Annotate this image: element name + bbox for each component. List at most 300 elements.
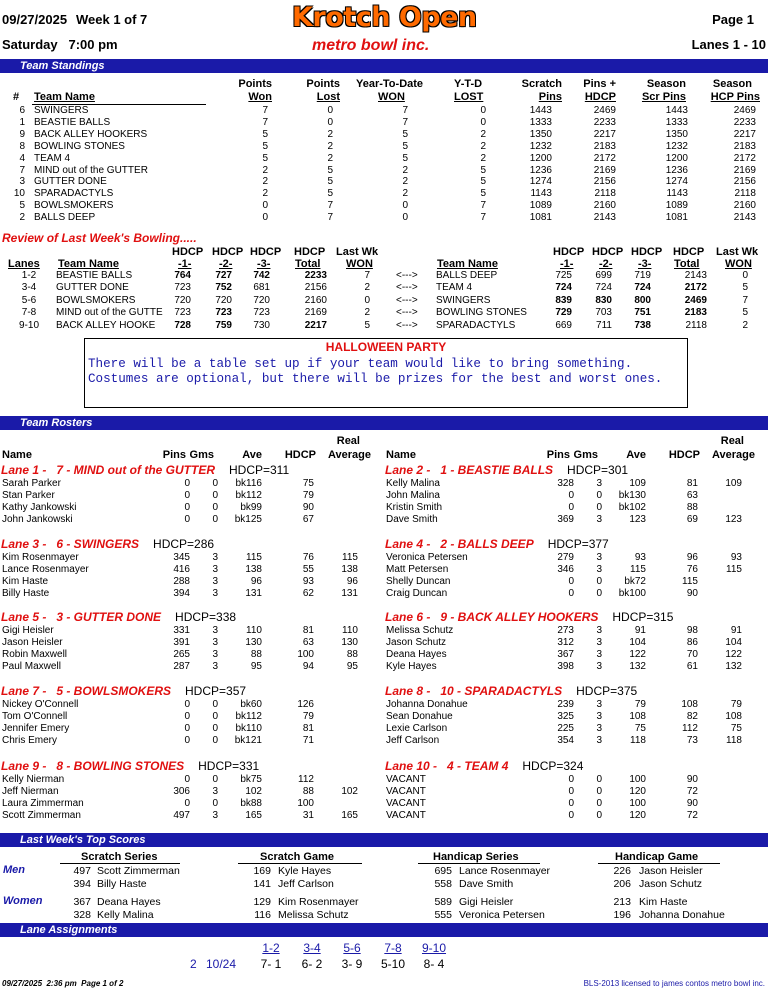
player-name: Jeff Nierman bbox=[2, 786, 59, 798]
top-score-hgn: Johanna Donahue bbox=[639, 908, 725, 921]
roster-lane-header bbox=[385, 759, 583, 773]
player-hdcp: 126 bbox=[297, 699, 314, 710]
top-score-hsn: Lance Rosenmayer bbox=[459, 865, 551, 877]
player-games: 0 bbox=[212, 711, 218, 723]
player-pins: 306 bbox=[173, 786, 190, 798]
standings-won: 5 bbox=[262, 128, 268, 140]
player-name: Kathy Jankowski bbox=[2, 502, 77, 514]
player-pins: 225 bbox=[557, 723, 574, 735]
roster-hdr-real-2: Average bbox=[711, 449, 755, 461]
footer-printed: 09/27/2025 2:36 pm Page 1 of 2 bbox=[2, 979, 124, 988]
player-games: 0 bbox=[596, 810, 602, 822]
player-hdcp: 55 bbox=[302, 564, 314, 576]
player-pins: 0 bbox=[184, 711, 190, 723]
player-name: John Malina bbox=[386, 490, 440, 502]
player-games: 0 bbox=[212, 478, 218, 489]
review-b-g2: 830 bbox=[595, 294, 612, 306]
standings-scratch: 1089 bbox=[529, 200, 552, 212]
standings-ytd-won: 2 bbox=[402, 176, 408, 188]
player-pins: 345 bbox=[173, 552, 190, 563]
standings-lost: 0 bbox=[327, 116, 333, 128]
player-name: Paul Maxwell bbox=[2, 661, 61, 673]
player-pins: 328 bbox=[557, 478, 574, 489]
hdr-ytd-won-2: WON bbox=[378, 91, 405, 103]
standings-won: 7 bbox=[262, 105, 268, 116]
player-pins: 265 bbox=[173, 649, 190, 661]
top-score-hg: 196 bbox=[613, 908, 631, 921]
player-games: 3 bbox=[596, 637, 602, 649]
review-a-won: 2 bbox=[364, 282, 370, 294]
roster-player-row bbox=[0, 810, 768, 822]
player-average: 132 bbox=[629, 661, 646, 673]
player-name: Nickey O'Connell bbox=[2, 699, 79, 710]
standings-num: 4 bbox=[19, 152, 25, 164]
player-games: 3 bbox=[212, 564, 218, 576]
player-average: 104 bbox=[629, 637, 646, 649]
standings-won: 2 bbox=[262, 176, 268, 188]
review-a-team: BACK ALLEY HOOKE bbox=[56, 319, 156, 331]
player-average: bk121 bbox=[234, 735, 262, 747]
player-games: 0 bbox=[212, 514, 218, 526]
player-pins: 0 bbox=[568, 774, 574, 785]
player-name: Craig Duncan bbox=[386, 588, 448, 600]
roster-player-row bbox=[0, 774, 768, 786]
standings-won: 2 bbox=[262, 188, 268, 200]
lane-team-label: Lane 6 - 9 - BACK ALLEY HOOKERS bbox=[385, 610, 599, 624]
standings-pins-hdcp: 2183 bbox=[593, 140, 616, 152]
ts-rule-4 bbox=[598, 863, 720, 864]
hdr-pins-hdcp-2: HDCP bbox=[584, 91, 616, 103]
standings-header-row-2 bbox=[0, 91, 768, 103]
player-real-average: 165 bbox=[341, 810, 358, 822]
player-hdcp: 81 bbox=[302, 723, 314, 735]
review-a-g2: 723 bbox=[215, 307, 232, 319]
player-games: 3 bbox=[596, 514, 602, 526]
review-b-total: 2183 bbox=[684, 307, 707, 319]
standings-won: 0 bbox=[262, 212, 268, 224]
roster-player-row bbox=[0, 735, 768, 747]
review-row bbox=[0, 320, 768, 332]
standings-scratch: 1350 bbox=[529, 128, 552, 140]
top-score-ssn: Billy Haste bbox=[97, 877, 147, 890]
player-name: Lance Rosenmayer bbox=[2, 564, 89, 576]
assign-matchup: 8- 4 bbox=[423, 957, 445, 971]
rv-hdr-g1-b: -1- bbox=[560, 258, 574, 270]
player-games: 0 bbox=[212, 798, 218, 810]
standings-ytd-won: 5 bbox=[402, 128, 408, 140]
standings-season-hcp: 2469 bbox=[733, 105, 756, 116]
standings-ytd-won: 7 bbox=[402, 105, 408, 116]
review-a-g1: 723 bbox=[174, 307, 191, 319]
player-average: bk99 bbox=[240, 502, 262, 514]
player-average: 91 bbox=[634, 625, 646, 636]
top-scores-bar bbox=[0, 833, 768, 847]
player-name: VACANT bbox=[386, 810, 426, 822]
top-score-hs: 555 bbox=[434, 908, 452, 921]
player-name: Melissa Schutz bbox=[386, 625, 454, 636]
top-score-sg: 169 bbox=[253, 865, 271, 877]
player-average: 109 bbox=[629, 478, 646, 489]
player-average: 96 bbox=[250, 576, 262, 588]
standings-pins-hdcp: 2143 bbox=[593, 212, 616, 224]
lane-team-label: Lane 10 - 4 - TEAM 4 bbox=[385, 759, 509, 773]
player-real-average: 75 bbox=[730, 723, 742, 735]
rv-hdr-total-b: Total bbox=[674, 258, 700, 270]
top-score-sgn: Kyle Hayes bbox=[278, 865, 332, 877]
rv-hdr-lanes: Lanes bbox=[8, 258, 40, 270]
party-message: There will be a table set up if your team would like to bring something. Costumes are optional, but there will be prizes for the best and worst ones. bbox=[88, 357, 663, 386]
lane-team-hdcp: HDCP=331 bbox=[198, 759, 260, 773]
player-real-average: 115 bbox=[342, 552, 358, 563]
roster-hdr-name: Name bbox=[386, 449, 416, 461]
roster-player-row bbox=[0, 514, 768, 526]
player-average: 102 bbox=[245, 786, 262, 798]
player-pins: 0 bbox=[568, 502, 574, 514]
hdr-ytd-lost-1: Y-T-D bbox=[454, 78, 483, 90]
standings-num: 5 bbox=[19, 200, 25, 212]
roster-hdr-gms: Gms bbox=[189, 449, 214, 461]
player-pins: 0 bbox=[184, 478, 190, 489]
lanes-range: Lanes 1 - 10 bbox=[691, 37, 766, 52]
review-a-g2: 759 bbox=[215, 319, 232, 331]
standings-ytd-won: 7 bbox=[402, 116, 408, 128]
standings-ytd-won: 0 bbox=[402, 212, 408, 224]
standings-lost: 5 bbox=[327, 188, 333, 200]
player-pins: 287 bbox=[173, 661, 190, 673]
roster-lane-header bbox=[1, 684, 246, 698]
standings-season-scr: 1200 bbox=[665, 152, 688, 164]
player-real-average: 138 bbox=[341, 564, 358, 576]
player-name: Robin Maxwell bbox=[2, 649, 68, 661]
standings-num: 10 bbox=[13, 188, 25, 200]
player-average: bk110 bbox=[235, 723, 262, 735]
player-real-average: 110 bbox=[342, 625, 358, 636]
lane-team-label: Lane 9 - 8 - BOWLING STONES bbox=[1, 759, 185, 773]
roster-player-row bbox=[0, 552, 768, 564]
assign-date: 10/24 bbox=[206, 957, 237, 971]
roster-hdr-hdcp: HDCP bbox=[668, 449, 700, 461]
roster-player-row bbox=[0, 699, 768, 711]
standings-team: TEAM 4 bbox=[34, 152, 71, 164]
assign-matchup: 5-10 bbox=[380, 957, 406, 971]
roster-player-row bbox=[0, 576, 768, 588]
review-a-g2: 720 bbox=[215, 294, 232, 306]
rv-hdr-g2-a: -2- bbox=[219, 258, 233, 270]
roster-player-row bbox=[0, 637, 768, 649]
roster-lane-header bbox=[1, 537, 214, 551]
top-score-ss: 394 bbox=[73, 877, 91, 890]
player-name: Stan Parker bbox=[2, 490, 55, 502]
player-average: 100 bbox=[629, 798, 646, 810]
player-hdcp: 63 bbox=[686, 490, 698, 502]
player-average: 115 bbox=[630, 564, 646, 576]
standings-team: GUTTER DONE bbox=[34, 176, 107, 188]
player-pins: 0 bbox=[184, 514, 190, 526]
player-games: 0 bbox=[596, 576, 602, 588]
player-hdcp: 82 bbox=[686, 711, 698, 723]
roster-player-row bbox=[0, 798, 768, 810]
rv-hdr-team-a: Team Name bbox=[58, 258, 119, 270]
rv-hdr-hdcp-a3: HDCP bbox=[250, 246, 282, 258]
standings-lost: 7 bbox=[327, 200, 333, 212]
player-pins: 354 bbox=[557, 735, 574, 747]
standings-season-hcp: 2118 bbox=[734, 188, 756, 200]
review-a-g3: 720 bbox=[253, 294, 270, 306]
player-real-average: 108 bbox=[725, 711, 742, 723]
footer-license: BLS-2013 licensed to james contos metro bowl inc. bbox=[583, 979, 765, 988]
player-games: 0 bbox=[212, 502, 218, 514]
review-arrow: <---> bbox=[396, 307, 418, 319]
standings-ytd-lost: 5 bbox=[480, 188, 486, 200]
ts-hdr-scratch-series: Scratch Series bbox=[81, 851, 158, 863]
standings-num: 3 bbox=[19, 176, 25, 188]
top-score-row bbox=[0, 865, 768, 877]
rv-hdr-team-b: Team Name bbox=[437, 258, 498, 270]
hdr-ytd-lost-2: LOST bbox=[454, 91, 484, 103]
player-hdcp: 100 bbox=[297, 798, 314, 810]
standings-season-hcp: 2156 bbox=[733, 176, 756, 188]
top-scores-heading: Last Week's Top Scores bbox=[20, 834, 146, 846]
roster-hdr-pins: Pins bbox=[162, 449, 186, 461]
standings-num: 8 bbox=[19, 140, 25, 152]
assign-lane-pair: 5-6 bbox=[343, 941, 361, 955]
player-games: 3 bbox=[596, 552, 602, 563]
player-average: bk100 bbox=[618, 588, 646, 600]
standings-ytd-lost: 2 bbox=[480, 152, 486, 164]
standings-team: SPARADACTYLS bbox=[34, 188, 114, 200]
player-pins: 239 bbox=[557, 699, 574, 710]
player-games: 3 bbox=[212, 625, 218, 636]
review-a-won: 2 bbox=[364, 307, 370, 319]
player-name: Dave Smith bbox=[386, 514, 438, 526]
player-average: bk112 bbox=[235, 711, 262, 723]
player-name: Sean Donahue bbox=[386, 711, 453, 723]
lane-team-hdcp: HDCP=324 bbox=[522, 759, 584, 773]
player-average: 130 bbox=[245, 637, 262, 649]
lane-team-hdcp: HDCP=301 bbox=[567, 463, 629, 477]
rv-hdr-hdcp-b1: HDCP bbox=[553, 246, 585, 258]
ts-rule-3 bbox=[418, 863, 540, 864]
player-pins: 0 bbox=[184, 502, 190, 514]
player-real-average: 93 bbox=[730, 552, 742, 563]
player-name: John Jankowski bbox=[2, 514, 73, 526]
review-a-won: 0 bbox=[364, 294, 370, 306]
player-games: 0 bbox=[596, 798, 602, 810]
standings-team: SWINGERS bbox=[34, 105, 89, 116]
assign-lane-pair: 9-10 bbox=[421, 941, 447, 955]
rv-hdr-hdcp-b3: HDCP bbox=[631, 246, 663, 258]
player-average: 138 bbox=[245, 564, 262, 576]
roster-header-row-2 bbox=[0, 449, 768, 461]
standings-lost: 7 bbox=[327, 212, 333, 224]
standings-season-hcp: 2233 bbox=[733, 116, 756, 128]
standings-season-hcp: 2169 bbox=[733, 164, 756, 176]
assign-lane-pair: 1-2 bbox=[262, 941, 280, 955]
player-pins: 369 bbox=[557, 514, 574, 526]
standings-ytd-lost: 5 bbox=[480, 164, 486, 176]
top-score-hs: 558 bbox=[434, 877, 452, 890]
top-score-sg: 129 bbox=[253, 896, 271, 908]
player-hdcp: 108 bbox=[681, 699, 698, 710]
roster-lane-header bbox=[1, 463, 289, 477]
player-hdcp: 72 bbox=[686, 810, 698, 822]
player-hdcp: 88 bbox=[302, 786, 314, 798]
player-name: Tom O'Connell bbox=[2, 711, 68, 723]
player-hdcp: 96 bbox=[686, 552, 698, 563]
player-pins: 0 bbox=[568, 576, 574, 588]
player-real-average: 104 bbox=[725, 637, 742, 649]
player-pins: 273 bbox=[557, 625, 574, 636]
lane-assignments-bar bbox=[0, 923, 768, 937]
player-average: bk116 bbox=[235, 478, 262, 489]
player-hdcp: 67 bbox=[302, 514, 314, 526]
roster-hdr-gms: Gms bbox=[573, 449, 598, 461]
player-hdcp: 90 bbox=[686, 774, 698, 785]
review-row bbox=[0, 270, 768, 282]
hdr-scratch-1: Scratch bbox=[521, 78, 562, 90]
standings-season-scr: 1350 bbox=[665, 128, 688, 140]
player-real-average: 131 bbox=[341, 588, 358, 600]
standings-pins-hdcp: 2233 bbox=[593, 116, 616, 128]
player-hdcp: 90 bbox=[302, 502, 314, 514]
review-a-g2: 752 bbox=[215, 282, 232, 294]
roster-hdr-pins: Pins bbox=[546, 449, 570, 461]
standings-scratch: 1200 bbox=[529, 152, 552, 164]
player-average: 100 bbox=[629, 774, 646, 785]
roster-player-row bbox=[0, 625, 768, 637]
player-pins: 312 bbox=[557, 637, 574, 649]
assign-matchup: 3- 9 bbox=[341, 957, 363, 971]
standings-pins-hdcp: 2169 bbox=[593, 164, 616, 176]
player-hdcp: 69 bbox=[686, 514, 698, 526]
top-score-sg: 116 bbox=[254, 908, 271, 921]
rv-hdr-g3-a: -3- bbox=[257, 258, 271, 270]
player-games: 3 bbox=[212, 576, 218, 588]
rv-hdr-won-b: WON bbox=[725, 258, 752, 270]
hdr-season-scr-1: Season bbox=[646, 78, 686, 90]
player-real-average: 102 bbox=[341, 786, 358, 798]
standings-pins-hdcp: 2469 bbox=[593, 105, 616, 116]
review-arrow: <---> bbox=[396, 294, 418, 306]
lane-team-hdcp: HDCP=311 bbox=[229, 463, 290, 477]
standings-ytd-won: 2 bbox=[402, 188, 408, 200]
top-score-ssn: Kelly Malina bbox=[97, 908, 154, 921]
roster-hdr-real-1: Real bbox=[336, 435, 360, 447]
player-pins: 325 bbox=[557, 711, 574, 723]
player-name: Kim Haste bbox=[2, 576, 49, 588]
review-b-won: 5 bbox=[742, 307, 748, 319]
player-games: 0 bbox=[596, 502, 602, 514]
lane-team-label: Lane 5 - 3 - GUTTER DONE bbox=[1, 610, 162, 624]
player-hdcp: 61 bbox=[686, 661, 698, 673]
roster-lane-header bbox=[1, 759, 259, 773]
review-b-g3: 724 bbox=[634, 282, 651, 294]
top-score-hs: 589 bbox=[434, 896, 452, 908]
standings-ytd-lost: 2 bbox=[480, 140, 486, 152]
player-hdcp: 90 bbox=[686, 588, 698, 600]
standings-season-scr: 1274 bbox=[665, 176, 688, 188]
standings-row bbox=[0, 153, 768, 165]
standings-won: 7 bbox=[262, 116, 268, 128]
assign-week: 2 bbox=[190, 957, 197, 971]
rv-hdr-won-a: WON bbox=[346, 258, 373, 270]
player-real-average: 118 bbox=[726, 735, 742, 747]
player-pins: 416 bbox=[173, 564, 190, 576]
player-name: Scott Zimmerman bbox=[2, 810, 81, 822]
standings-ytd-won: 5 bbox=[402, 152, 408, 164]
top-score-hsn: Gigi Heisler bbox=[459, 896, 514, 908]
review-a-g3: 723 bbox=[253, 307, 270, 319]
player-pins: 288 bbox=[173, 576, 190, 588]
review-row bbox=[0, 295, 768, 307]
halloween-party-notice bbox=[84, 338, 688, 408]
top-score-hg: 213 bbox=[613, 896, 631, 908]
player-games: 0 bbox=[212, 735, 218, 747]
player-pins: 0 bbox=[568, 588, 574, 600]
player-average: bk72 bbox=[624, 576, 646, 588]
player-hdcp: 86 bbox=[686, 637, 698, 649]
standings-ytd-won: 2 bbox=[402, 164, 408, 176]
standings-num: 1 bbox=[19, 116, 25, 128]
standings-season-hcp: 2172 bbox=[733, 152, 756, 164]
player-games: 0 bbox=[212, 699, 218, 710]
page-number: Page 1 bbox=[712, 12, 754, 27]
top-score-hsn: Dave Smith bbox=[459, 877, 514, 890]
review-b-g1: 725 bbox=[555, 270, 572, 281]
review-header-row-1 bbox=[0, 246, 768, 258]
player-average: bk60 bbox=[240, 699, 262, 710]
roster-lane-header bbox=[385, 684, 637, 698]
top-score-row bbox=[0, 896, 768, 908]
review-b-g1: 729 bbox=[555, 307, 572, 319]
review-b-total: 2172 bbox=[684, 282, 707, 294]
standings-ytd-won: 0 bbox=[402, 200, 408, 212]
player-pins: 0 bbox=[568, 810, 574, 822]
player-pins: 0 bbox=[184, 699, 190, 710]
standings-row bbox=[0, 200, 768, 212]
player-real-average: 122 bbox=[725, 649, 742, 661]
standings-scratch: 1143 bbox=[530, 188, 552, 200]
roster-player-row bbox=[0, 786, 768, 798]
player-average: 110 bbox=[246, 625, 262, 636]
standings-row bbox=[0, 176, 768, 188]
standings-team: MIND out of the GUTTER bbox=[34, 164, 148, 176]
top-score-ss: 497 bbox=[73, 865, 91, 877]
hdr-points-won-1: Points bbox=[238, 78, 272, 90]
standings-scratch: 1232 bbox=[529, 140, 552, 152]
review-b-g2: 711 bbox=[596, 319, 612, 331]
player-hdcp: 63 bbox=[302, 637, 314, 649]
standings-ytd-lost: 7 bbox=[480, 212, 486, 224]
hdr-season-hcp-1: Season bbox=[712, 78, 752, 90]
review-b-g2: 699 bbox=[595, 270, 612, 281]
player-name: Kyle Hayes bbox=[386, 661, 437, 673]
review-b-team: SPARADACTYLS bbox=[436, 319, 516, 331]
standings-lost: 5 bbox=[327, 176, 333, 188]
standings-team: BACK ALLEY HOOKERS bbox=[34, 128, 148, 140]
player-average: bk125 bbox=[234, 514, 262, 526]
review-b-won: 7 bbox=[742, 294, 748, 306]
ts-hdr-hdcp-game: Handicap Game bbox=[615, 851, 699, 863]
standings-team: BALLS DEEP bbox=[34, 212, 96, 224]
team-standings-heading: Team Standings bbox=[20, 60, 105, 72]
review-a-g3: 730 bbox=[253, 319, 270, 331]
player-hdcp: 79 bbox=[302, 711, 314, 723]
review-lanes: 7-8 bbox=[21, 307, 37, 319]
rv-hdr-g3-b: -3- bbox=[638, 258, 652, 270]
roster-player-row bbox=[0, 490, 768, 502]
top-score-sgn: Kim Rosenmayer bbox=[278, 896, 359, 908]
